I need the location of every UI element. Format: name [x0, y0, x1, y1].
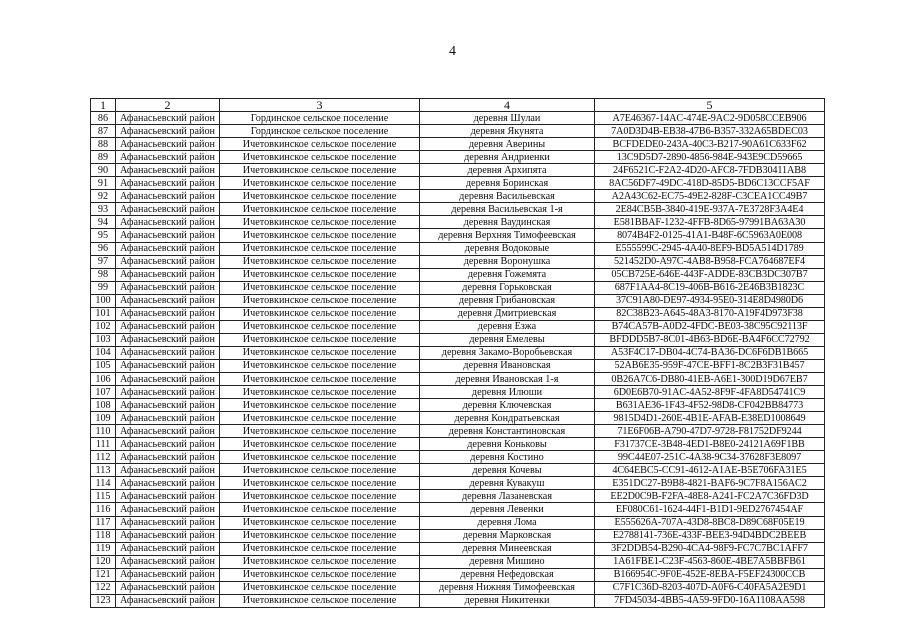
village-cell: деревня Якунята [420, 125, 595, 138]
settlement-cell: Ичетовкинское сельское поселение [220, 555, 420, 568]
village-cell: деревня Шулаи [420, 112, 595, 125]
district-cell: Афанасьевский район [116, 164, 220, 177]
row-number-cell: 96 [91, 242, 116, 255]
table-row [91, 112, 825, 125]
district-cell: Афанасьевский район [116, 203, 220, 216]
row-number-cell: 115 [91, 490, 116, 503]
district-cell: Афанасьевский район [116, 438, 220, 451]
settlement-cell: Ичетовкинское сельское поселение [220, 320, 420, 333]
district-cell: Афанасьевский район [116, 346, 220, 359]
district-cell: Афанасьевский район [116, 177, 220, 190]
district-cell: Афанасьевский район [116, 581, 220, 594]
guid-cell: A2A43C62-EC75-49E2-828F-C3CEA1CC49B7 [595, 190, 825, 203]
guid-cell: 2E84CB5B-3840-419E-937A-7E3728F3A4E4 [595, 203, 825, 216]
table-row [91, 372, 825, 385]
district-cell: Афанасьевский район [116, 281, 220, 294]
guid-cell: C7F1C36D-8203-407D-A0F6-C40FA5A2E9D1 [595, 581, 825, 594]
village-cell: деревня Ивановская 1-я [420, 372, 595, 385]
row-number-cell: 103 [91, 333, 116, 346]
district-cell: Афанасьевский район [116, 464, 220, 477]
guid-cell: 24F6521C-F2A2-4D20-AFC8-7FDB30411AB8 [595, 164, 825, 177]
table-row [91, 125, 825, 138]
settlement-cell: Ичетовкинское сельское поселение [220, 138, 420, 151]
settlement-cell: Ичетовкинское сельское поселение [220, 203, 420, 216]
row-number-cell: 105 [91, 359, 116, 372]
settlement-cell: Ичетовкинское сельское поселение [220, 386, 420, 399]
table-row [91, 216, 825, 229]
district-cell: Афанасьевский район [116, 425, 220, 438]
settlement-cell: Ичетовкинское сельское поселение [220, 425, 420, 438]
table-row [91, 346, 825, 359]
district-cell: Афанасьевский район [116, 294, 220, 307]
row-number-cell: 107 [91, 386, 116, 399]
table-row [91, 242, 825, 255]
village-cell: деревня Нижняя Тимофеевская [420, 581, 595, 594]
header-cell-district: 2 [116, 99, 220, 112]
guid-cell: F31737CE-3B48-4ED1-B8E0-24121A69F1BB [595, 438, 825, 451]
table-row [91, 490, 825, 503]
guid-cell: E2788141-736E-433F-BEE3-94D4BDC2BEEB [595, 529, 825, 542]
row-number-cell: 99 [91, 281, 116, 294]
table-row [91, 555, 825, 568]
row-number-cell: 116 [91, 503, 116, 516]
guid-cell: BFDDD5B7-8C01-4B63-BD6E-BA4F6CC72792 [595, 333, 825, 346]
guid-cell: A53F4C17-DB04-4C74-BA36-DC6F6DB1B665 [595, 346, 825, 359]
village-cell: деревня Водоковые [420, 242, 595, 255]
district-cell: Афанасьевский район [116, 516, 220, 529]
settlement-cell: Гординское сельское поселение [220, 125, 420, 138]
settlement-cell: Ичетовкинское сельское поселение [220, 477, 420, 490]
settlement-cell: Ичетовкинское сельское поселение [220, 229, 420, 242]
row-number-cell: 94 [91, 216, 116, 229]
settlement-cell: Ичетовкинское сельское поселение [220, 333, 420, 346]
row-number-cell: 114 [91, 477, 116, 490]
district-cell: Афанасьевский район [116, 529, 220, 542]
village-cell: деревня Мишино [420, 555, 595, 568]
settlement-cell: Ичетовкинское сельское поселение [220, 503, 420, 516]
row-number-cell: 123 [91, 594, 116, 607]
row-number-cell: 97 [91, 255, 116, 268]
table-row [91, 425, 825, 438]
district-cell: Афанасьевский район [116, 386, 220, 399]
settlement-cell: Ичетовкинское сельское поселение [220, 307, 420, 320]
table-row [91, 542, 825, 555]
village-cell: деревня Кувакуш [420, 477, 595, 490]
settlement-cell: Ичетовкинское сельское поселение [220, 164, 420, 177]
village-cell: деревня Емелевы [420, 333, 595, 346]
village-cell: деревня Ключевская [420, 399, 595, 412]
district-cell: Афанасьевский район [116, 125, 220, 138]
village-cell: деревня Лазаневская [420, 490, 595, 503]
settlement-cell: Ичетовкинское сельское поселение [220, 490, 420, 503]
district-cell: Афанасьевский район [116, 477, 220, 490]
village-cell: деревня Марковская [420, 529, 595, 542]
row-number-cell: 89 [91, 151, 116, 164]
village-cell: деревня Дмитриевская [420, 307, 595, 320]
village-cell: деревня Гожемята [420, 268, 595, 281]
row-number-cell: 102 [91, 320, 116, 333]
guid-cell: 99C44E07-251C-4A38-9C34-37628F3E8097 [595, 451, 825, 464]
row-number-cell: 108 [91, 399, 116, 412]
village-cell: деревня Андриенки [420, 151, 595, 164]
settlement-cell: Ичетовкинское сельское поселение [220, 294, 420, 307]
guid-cell: 3F2DDB54-B290-4CA4-98F9-FC7C7BC1AFF7 [595, 542, 825, 555]
district-cell: Афанасьевский район [116, 229, 220, 242]
district-cell: Афанасьевский район [116, 255, 220, 268]
table-row [91, 294, 825, 307]
district-cell: Афанасьевский район [116, 320, 220, 333]
village-cell: деревня Закамо-Воробьевская [420, 346, 595, 359]
guid-cell: A7E46367-14AC-474E-9AC2-9D058CCEB906 [595, 112, 825, 125]
guid-cell: BCFDEDE0-243A-40C3-B217-90A61C633F62 [595, 138, 825, 151]
village-cell: деревня Минеевская [420, 542, 595, 555]
table-row [91, 203, 825, 216]
district-cell: Афанасьевский район [116, 216, 220, 229]
village-cell: деревня Константиновская [420, 425, 595, 438]
settlement-cell: Ичетовкинское сельское поселение [220, 359, 420, 372]
table-row [91, 138, 825, 151]
table-row [91, 516, 825, 529]
row-number-cell: 120 [91, 555, 116, 568]
district-cell: Афанасьевский район [116, 555, 220, 568]
village-cell: деревня Кондратьевская [420, 412, 595, 425]
guid-cell: B166954C-9F0E-452E-8EBA-F5EF24300CCB [595, 568, 825, 581]
district-cell: Афанасьевский район [116, 372, 220, 385]
table-row [91, 464, 825, 477]
village-cell: деревня Горьковская [420, 281, 595, 294]
table-row [91, 568, 825, 581]
settlement-cell: Ичетовкинское сельское поселение [220, 346, 420, 359]
row-number-cell: 86 [91, 112, 116, 125]
settlement-cell: Ичетовкинское сельское поселение [220, 372, 420, 385]
row-number-cell: 106 [91, 372, 116, 385]
row-number-cell: 98 [91, 268, 116, 281]
row-number-cell: 91 [91, 177, 116, 190]
guid-cell: 521452D0-A97C-4AB8-B958-FCA764687EF4 [595, 255, 825, 268]
table-row [91, 477, 825, 490]
settlement-cell: Ичетовкинское сельское поселение [220, 268, 420, 281]
table-row [91, 412, 825, 425]
table-header-row [91, 99, 825, 112]
row-number-cell: 117 [91, 516, 116, 529]
district-cell: Афанасьевский район [116, 412, 220, 425]
row-number-cell: 93 [91, 203, 116, 216]
header-cell-village: 4 [420, 99, 595, 112]
village-cell: деревня Васильевская [420, 190, 595, 203]
guid-cell: EF080C61-1624-44F1-B1D1-9ED2767454AF [595, 503, 825, 516]
settlement-cell: Ичетовкинское сельское поселение [220, 151, 420, 164]
row-number-cell: 92 [91, 190, 116, 203]
row-number-cell: 104 [91, 346, 116, 359]
guid-cell: 9815D4D1-260E-4B1E-AFAB-E38ED1008649 [595, 412, 825, 425]
guid-cell: E555626A-707A-43D8-8BC8-D89C68F05E19 [595, 516, 825, 529]
guid-cell: 7A0D3D4B-EB38-47B6-B357-332A65BDEC03 [595, 125, 825, 138]
village-cell: деревня Архипята [420, 164, 595, 177]
settlement-cell: Ичетовкинское сельское поселение [220, 581, 420, 594]
district-cell: Афанасьевский район [116, 112, 220, 125]
table-row [91, 268, 825, 281]
table-row [91, 333, 825, 346]
guid-cell: EE2D0C9B-F2FA-48E8-A241-FC2A7C36FD3D [595, 490, 825, 503]
table-row [91, 281, 825, 294]
settlement-cell: Ичетовкинское сельское поселение [220, 464, 420, 477]
table-row [91, 594, 825, 607]
village-cell: деревня Езжа [420, 320, 595, 333]
row-number-cell: 100 [91, 294, 116, 307]
district-cell: Афанасьевский район [116, 151, 220, 164]
guid-cell: 6D0E6B70-91AC-4A52-8F9F-4FA8D54741C9 [595, 386, 825, 399]
district-cell: Афанасьевский район [116, 138, 220, 151]
district-cell: Афанасьевский район [116, 399, 220, 412]
row-number-cell: 112 [91, 451, 116, 464]
guid-cell: 37C91A80-DE97-4934-95E0-314E8D4980D6 [595, 294, 825, 307]
village-cell: деревня Аверины [420, 138, 595, 151]
settlement-cell: Ичетовкинское сельское поселение [220, 594, 420, 607]
village-cell: деревня Боринская [420, 177, 595, 190]
district-cell: Афанасьевский район [116, 307, 220, 320]
table-row [91, 164, 825, 177]
village-cell: деревня Воронушка [420, 255, 595, 268]
row-number-cell: 121 [91, 568, 116, 581]
district-cell: Афанасьевский район [116, 451, 220, 464]
row-number-cell: 109 [91, 412, 116, 425]
village-cell: деревня Лома [420, 516, 595, 529]
header-cell-guid: 5 [595, 99, 825, 112]
guid-cell: 8AC56DF7-49DC-418D-85D5-BD6C13CCF5AF [595, 177, 825, 190]
village-cell: деревня Кочевы [420, 464, 595, 477]
district-cell: Афанасьевский район [116, 242, 220, 255]
guid-cell: 71E6F06B-A790-47D7-9728-F81752DF9244 [595, 425, 825, 438]
row-number-cell: 119 [91, 542, 116, 555]
table-body [91, 112, 825, 608]
table-row [91, 229, 825, 242]
table-row [91, 320, 825, 333]
settlement-cell: Ичетовкинское сельское поселение [220, 516, 420, 529]
guid-cell: 687F1AA4-8C19-406B-B616-2E46B3B1823C [595, 281, 825, 294]
settlement-cell: Ичетовкинское сельское поселение [220, 177, 420, 190]
table-row [91, 529, 825, 542]
guid-cell: 82C38B23-A645-48A3-8170-A19F4D973F38 [595, 307, 825, 320]
village-cell: деревня Грибановская [420, 294, 595, 307]
row-number-cell: 110 [91, 425, 116, 438]
village-cell: деревня Никитенки [420, 594, 595, 607]
village-cell: деревня Коньковы [420, 438, 595, 451]
row-number-cell: 90 [91, 164, 116, 177]
guid-cell: E555599C-2945-4A40-8EF9-BD5A514D1789 [595, 242, 825, 255]
district-cell: Афанасьевский район [116, 359, 220, 372]
guid-cell: 7FD45034-4BB5-4A59-9FD0-16A1108AA598 [595, 594, 825, 607]
table-row [91, 190, 825, 203]
settlement-cell: Ичетовкинское сельское поселение [220, 399, 420, 412]
village-cell: деревня Левенки [420, 503, 595, 516]
guid-cell: E351DC27-B9B8-4821-BAF6-9C7F8A156AC2 [595, 477, 825, 490]
village-cell: деревня Нефедовская [420, 568, 595, 581]
row-number-cell: 101 [91, 307, 116, 320]
settlement-cell: Ичетовкинское сельское поселение [220, 412, 420, 425]
settlement-cell: Ичетовкинское сельское поселение [220, 568, 420, 581]
guid-cell: B74CA57B-A0D2-4FDC-BE03-38C95C92113F [595, 320, 825, 333]
village-cell: деревня Ивановская [420, 359, 595, 372]
guid-cell: E581BBAF-1232-4FFB-8D65-97991BA63A30 [595, 216, 825, 229]
table-row [91, 438, 825, 451]
settlement-cell: Ичетовкинское сельское поселение [220, 438, 420, 451]
row-number-cell: 122 [91, 581, 116, 594]
table-row [91, 255, 825, 268]
table-row [91, 581, 825, 594]
guid-cell: 52AB6E35-959F-47CE-BFF1-8C2B3F31B457 [595, 359, 825, 372]
settlement-cell: Ичетовкинское сельское поселение [220, 242, 420, 255]
district-cell: Афанасьевский район [116, 568, 220, 581]
village-cell: деревня Верхняя Тимофеевская [420, 229, 595, 242]
district-cell: Афанасьевский район [116, 190, 220, 203]
village-cell: деревня Васильевская 1-я [420, 203, 595, 216]
table-row [91, 307, 825, 320]
settlement-cell: Ичетовкинское сельское поселение [220, 542, 420, 555]
table-row [91, 399, 825, 412]
table-row [91, 386, 825, 399]
settlement-cell: Ичетовкинское сельское поселение [220, 255, 420, 268]
settlement-cell: Ичетовкинское сельское поселение [220, 281, 420, 294]
district-cell: Афанасьевский район [116, 490, 220, 503]
settlement-cell: Ичетовкинское сельское поселение [220, 216, 420, 229]
row-number-cell: 87 [91, 125, 116, 138]
settlement-cell: Ичетовкинское сельское поселение [220, 451, 420, 464]
guid-cell: 0B26A7C6-DB80-41EB-A6E1-300D19D67EB7 [595, 372, 825, 385]
settlement-cell: Ичетовкинское сельское поселение [220, 529, 420, 542]
village-cell: деревня Ваудинская [420, 216, 595, 229]
guid-cell: 13C9D5D7-2890-4856-984E-943E9CD59665 [595, 151, 825, 164]
row-number-cell: 118 [91, 529, 116, 542]
header-cell-settlement: 3 [220, 99, 420, 112]
page-number: 4 [449, 44, 456, 59]
guid-cell: B631AE36-1F43-4F52-98D8-CF042BB84773 [595, 399, 825, 412]
table-row [91, 151, 825, 164]
district-cell: Афанасьевский район [116, 503, 220, 516]
district-cell: Афанасьевский район [116, 542, 220, 555]
row-number-cell: 95 [91, 229, 116, 242]
settlements-table [90, 98, 825, 608]
district-cell: Афанасьевский район [116, 333, 220, 346]
table-row [91, 451, 825, 464]
table-row [91, 503, 825, 516]
guid-cell: 4C64EBC5-CC91-4612-A1AE-B5E706FA31E5 [595, 464, 825, 477]
settlement-cell: Ичетовкинское сельское поселение [220, 190, 420, 203]
header-cell-number: 1 [91, 99, 116, 112]
village-cell: деревня Илюши [420, 386, 595, 399]
guid-cell: 8074B4F2-0125-41A1-B48F-6C5963A0E008 [595, 229, 825, 242]
guid-cell: 05CB725E-646E-443F-ADDE-83CB3DC307B7 [595, 268, 825, 281]
village-cell: деревня Костино [420, 451, 595, 464]
table-row [91, 359, 825, 372]
table-row [91, 177, 825, 190]
row-number-cell: 88 [91, 138, 116, 151]
guid-cell: 1A61FBE1-C23F-4563-860E-4BE7A5BBFB61 [595, 555, 825, 568]
row-number-cell: 113 [91, 464, 116, 477]
district-cell: Афанасьевский район [116, 594, 220, 607]
row-number-cell: 111 [91, 438, 116, 451]
settlement-cell: Гординское сельское поселение [220, 112, 420, 125]
district-cell: Афанасьевский район [116, 268, 220, 281]
